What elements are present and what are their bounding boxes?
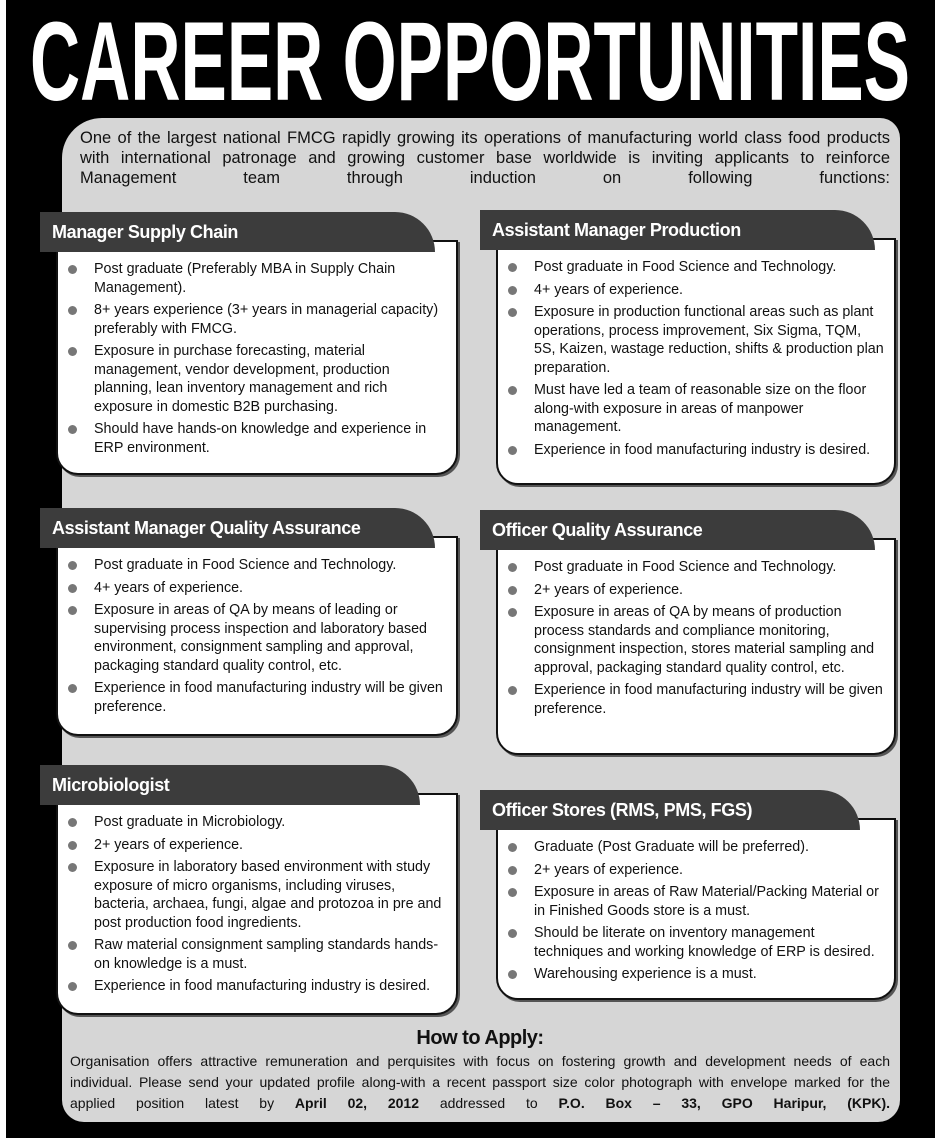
page-title — [0, 0, 941, 115]
requirements-list — [58, 538, 456, 716]
requirement-item: 4+ years of experience. — [94, 579, 446, 598]
apply-heading: How to Apply: — [416, 1027, 544, 1049]
requirement-item: Warehousing experience is a must. — [534, 965, 884, 984]
position-box-officer-stores-rms-pms-fgs — [496, 818, 896, 1000]
intro-text: One of the largest national FMCG rapidly growing its operations of manufacturing world class food products with international patronage and growing customer base worldwide is inviting applicants to reinforce Management team through induction on following functions: — [80, 129, 890, 187]
position-box-officer-quality-assurance — [496, 538, 896, 755]
position-title: Microbiologist — [40, 765, 420, 805]
deadline: April 02, 2012 — [294, 1095, 419, 1111]
requirements-list — [58, 795, 456, 996]
position-title: Assistant Manager Quality Assurance — [40, 508, 435, 548]
requirement-item: Exposure in areas of QA by means of leading or supervising process inspection and laboratory based environment, consignment sampling and approval, packaging standard quality control, etc. — [94, 601, 446, 675]
requirement-item: Should have hands-on knowledge and experience in ERP environment. — [94, 420, 446, 457]
position-title: Manager Supply Chain — [40, 212, 435, 252]
requirements-list — [498, 240, 894, 459]
requirement-item: Raw material consignment sampling standards hands-on knowledge is a must. — [94, 936, 446, 973]
requirement-item: 4+ years of experience. — [534, 281, 884, 300]
requirement-item: Experience in food manufacturing industry is desired. — [94, 977, 446, 996]
page-title-text: CAREER OPPORTUNITIES — [30, 0, 910, 115]
position-box-manager-supply-chain — [56, 240, 458, 475]
requirement-item: 2+ years of experience. — [534, 861, 884, 880]
apply-text: Organisation offers attractive remuneration and perquisites with focus on fostering growth and development needs of each individual. Please send your updated profile along-with a recent passport size color photograph with envelope marked for the applied position latest by April 02, 2012 addressed to P.O. Box – 33, GPO Haripur, (KPK). — [70, 1053, 891, 1111]
requirement-item: Post graduate in Food Science and Technology. — [534, 558, 884, 577]
requirement-item: 2+ years of experience. — [534, 581, 884, 600]
requirement-item: Exposure in production functional areas such as plant operations, process improvement, Six Sigma, TQM, 5S, Kaizen, wastage reduction, shifts & production plan preparation. — [534, 304, 884, 376]
requirement-item: Experience in food manufacturing industry will be given preference. — [534, 682, 883, 717]
requirement-item: Exposure in areas of Raw Material/Packing Material or in Finished Goods store is a must. — [534, 883, 884, 920]
position-box-assistant-manager-production — [496, 238, 896, 485]
requirement-item: 8+ years experience (3+ years in managerial capacity) preferably with FMCG. — [94, 301, 446, 338]
requirement-item: Must have led a team of reasonable size on the floor along-with exposure in areas of manpower management. — [534, 381, 884, 437]
requirement-item: Exposure in areas of QA by means of production process standards and compliance monitoring, consignment inspection, stores material sampling and approval, packaging standard quality control, etc. — [534, 603, 884, 677]
position-box-assistant-manager-quality-assurance — [56, 536, 458, 736]
requirement-item: Post graduate in Food Science and Technology. — [534, 258, 884, 277]
position-title: Assistant Manager Production — [480, 210, 875, 250]
requirements-list — [58, 242, 456, 457]
how-to-apply — [70, 1025, 890, 1114]
requirements-list — [498, 820, 894, 984]
requirement-item: Should be literate on inventory management techniques and working knowledge of ERP is desired. — [534, 924, 884, 961]
position-title: Officer Stores (RMS, PMS, FGS) — [480, 790, 860, 830]
requirement-item: Graduate (Post Graduate will be preferred). — [534, 838, 884, 857]
requirement-item: Experience in food manufacturing industry will be given preference. — [94, 679, 446, 716]
address: P.O. Box – 33, GPO Haripur, (KPK) — [558, 1095, 887, 1111]
position-title: Officer Quality Assurance — [480, 510, 875, 550]
requirement-item: Experience in food manufacturing industry is desired. — [534, 441, 884, 460]
requirement-item: 2+ years of experience. — [94, 836, 446, 855]
requirement-item: Post graduate in Microbiology. — [94, 813, 446, 832]
requirements-list — [498, 540, 894, 718]
position-box-microbiologist — [56, 793, 458, 1015]
requirement-item: Post graduate (Preferably MBA in Supply Chain Management). — [94, 260, 446, 297]
requirement-item: Exposure in purchase forecasting, material management, vendor development, production planning, lean inventory management and rich exposure in domestic B2B purchasing. — [94, 342, 446, 416]
requirement-item: Exposure in laboratory based environment with study exposure of micro organisms, including viruses, bacteria, archaea, fungi, algae and protozoa in pre and post production food ingredients. — [94, 858, 446, 932]
requirement-item: Post graduate in Food Science and Technology. — [94, 556, 446, 575]
